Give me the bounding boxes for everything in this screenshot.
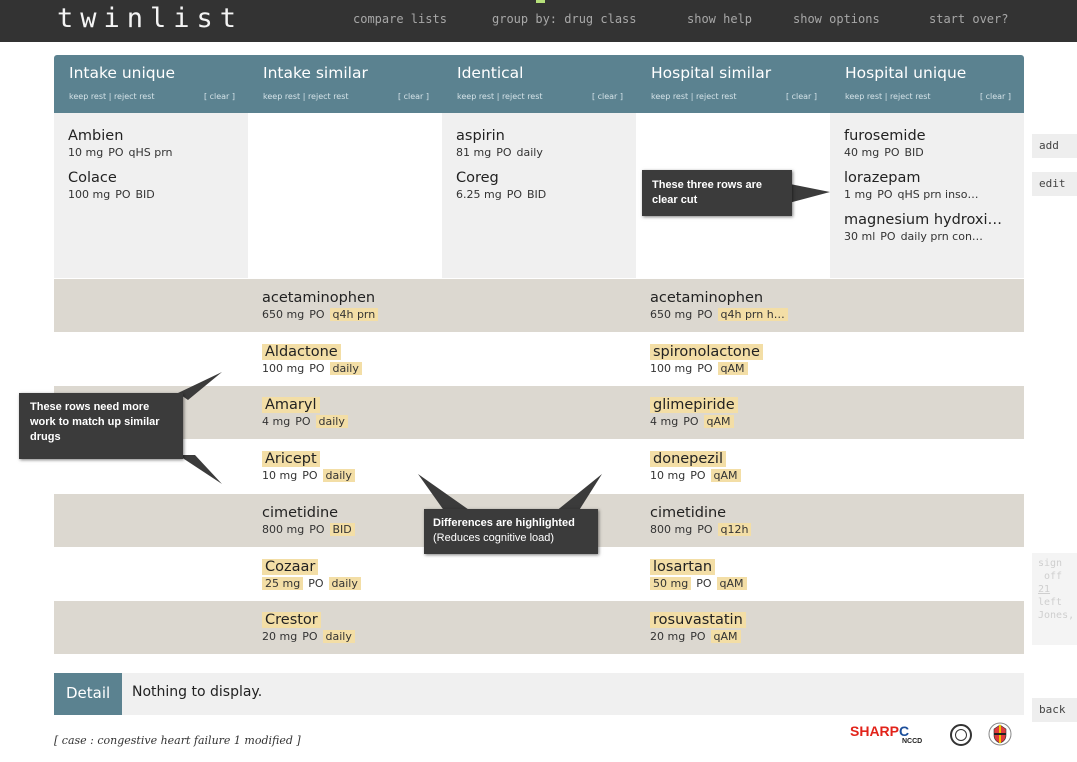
med-name: glimepiride xyxy=(650,397,738,413)
sharpc-logo-text xyxy=(850,723,909,739)
med-details xyxy=(844,146,1024,159)
diff-callout-sub: (Reduces cognitive load) xyxy=(433,532,555,544)
med-name: Aricept xyxy=(262,451,320,467)
med-details xyxy=(844,230,1024,243)
med-route: PO xyxy=(697,308,713,321)
med-route: PO xyxy=(697,361,713,375)
med-frequency: daily xyxy=(516,146,543,159)
med-details xyxy=(456,188,636,201)
med-name: acetaminophen xyxy=(650,290,764,306)
med-details xyxy=(650,415,830,428)
med-dose: 650 mg xyxy=(262,308,305,321)
med-name: furosemide xyxy=(844,128,926,144)
med-details xyxy=(262,362,442,375)
need-work-callout: These rows need more work to match up similar drugs xyxy=(19,393,183,459)
column-header xyxy=(54,55,1024,113)
med-item[interactable] xyxy=(830,209,1024,243)
action-separator: | xyxy=(688,92,696,101)
med-frequency: daily xyxy=(323,469,355,482)
clear-link[interactable]: [ clear ] xyxy=(591,92,623,101)
column-title: Intake unique xyxy=(69,64,176,82)
med-frequency: BID xyxy=(904,146,924,159)
med-item[interactable] xyxy=(54,167,248,201)
med-name: cimetidine xyxy=(262,504,339,521)
med-dose: 25 mg xyxy=(262,577,303,590)
med-route: PO xyxy=(302,630,318,644)
med-route: PO xyxy=(108,146,124,159)
med-dose: 4 mg xyxy=(262,415,291,429)
med-dose: 6.25 mg xyxy=(456,188,502,201)
nav-show-help[interactable]: show help xyxy=(687,12,753,26)
med-name: Ambien xyxy=(68,128,124,144)
med-frequency: qAM xyxy=(711,469,741,482)
active-nav-indicator xyxy=(536,0,545,3)
column-actions xyxy=(651,92,737,101)
reject-rest-link[interactable]: reject rest xyxy=(113,92,155,101)
keep-rest-link[interactable]: keep rest xyxy=(457,92,495,101)
med-details xyxy=(68,146,248,159)
med-details xyxy=(68,188,248,201)
med-dose: 4 mg xyxy=(650,415,679,429)
column-title: Intake similar xyxy=(263,64,368,82)
sharpc-logo xyxy=(850,721,936,749)
med-frequency: daily xyxy=(316,415,348,428)
nav-compare-lists[interactable]: compare lists xyxy=(353,12,447,26)
signoff-line: left xyxy=(1038,597,1063,608)
hospital-similar-cell xyxy=(636,279,830,321)
med-item[interactable] xyxy=(636,556,830,590)
keep-rest-link[interactable]: keep rest xyxy=(263,92,301,101)
action-separator: | xyxy=(494,92,502,101)
reject-rest-link[interactable]: reject rest xyxy=(695,92,737,101)
med-item[interactable] xyxy=(248,394,442,428)
med-dose: 50 mg xyxy=(650,577,691,590)
med-route: PO xyxy=(690,630,706,644)
med-item[interactable] xyxy=(830,167,1024,201)
action-separator: | xyxy=(106,92,114,101)
column-actions xyxy=(845,92,931,101)
sharpc-logo-word: SHARPC xyxy=(850,723,910,739)
med-item[interactable] xyxy=(442,167,636,201)
med-name: Coreg xyxy=(456,170,499,186)
med-item[interactable] xyxy=(248,448,442,482)
med-details xyxy=(262,577,442,590)
med-details xyxy=(262,523,442,536)
clear-link[interactable]: [ clear ] xyxy=(979,92,1011,101)
diff-callout xyxy=(424,509,598,554)
med-frequency: qAM xyxy=(717,577,747,590)
keep-rest-link[interactable]: keep rest xyxy=(69,92,107,101)
umd-logo xyxy=(988,722,1012,746)
signoff-line: off xyxy=(1038,571,1063,582)
action-separator: | xyxy=(882,92,890,101)
med-item[interactable] xyxy=(636,287,830,321)
med-dose: 10 mg xyxy=(68,146,104,159)
med-dose: 800 mg xyxy=(650,522,693,536)
nav-start-over[interactable]: start over? xyxy=(929,12,1009,26)
med-details xyxy=(456,146,636,159)
identical-cell xyxy=(442,113,636,278)
med-frequency: qAM xyxy=(718,362,748,375)
med-route: PO xyxy=(302,469,318,483)
med-details xyxy=(650,469,830,482)
top-bar xyxy=(0,0,1077,42)
reject-rest-link[interactable]: reject rest xyxy=(889,92,931,101)
intake-similar-cell xyxy=(248,386,442,428)
med-frequency: qHS prn xyxy=(128,146,173,159)
keep-rest-link[interactable]: keep rest xyxy=(845,92,883,101)
column-header-1 xyxy=(248,55,442,113)
med-details xyxy=(262,469,442,482)
med-dose: 100 mg xyxy=(68,188,111,201)
med-name: lorazepam xyxy=(844,170,921,186)
detail-label: Detail xyxy=(54,673,122,715)
med-name: Cozaar xyxy=(262,559,318,575)
intake-similar-cell xyxy=(248,279,442,321)
med-details xyxy=(262,630,442,643)
similar-row xyxy=(54,440,1024,493)
med-route: PO xyxy=(308,576,324,590)
column-header-3 xyxy=(636,55,830,113)
signoff-line: Jones, xyxy=(1038,610,1075,621)
med-route: PO xyxy=(496,146,512,159)
med-dose: 20 mg xyxy=(650,630,686,644)
intake-similar-cell xyxy=(248,494,442,536)
reject-rest-link[interactable]: reject rest xyxy=(501,92,543,101)
med-route: PO xyxy=(309,361,325,375)
column-header-4 xyxy=(830,55,1024,113)
med-route: PO xyxy=(697,522,713,536)
nav-group-by[interactable]: group by: drug class xyxy=(492,12,637,26)
med-frequency: q4h prn xyxy=(330,308,379,321)
med-name: rosuvastatin xyxy=(650,612,746,628)
med-item[interactable] xyxy=(636,394,830,428)
med-route: PO xyxy=(309,308,325,321)
clear-cut-callout: These three rows are clear cut xyxy=(642,170,792,216)
med-name: losartan xyxy=(650,559,715,575)
top-group xyxy=(54,113,1024,278)
med-frequency: q4h prn h… xyxy=(718,308,788,321)
med-name: cimetidine xyxy=(650,504,727,521)
hcil-logo xyxy=(950,724,972,746)
detail-text: Nothing to display. xyxy=(132,684,263,700)
med-frequency: qAM xyxy=(704,415,734,428)
med-details xyxy=(262,308,442,321)
med-route: PO xyxy=(309,522,325,536)
column-actions xyxy=(69,92,155,101)
med-details xyxy=(650,362,830,375)
column-title: Hospital similar xyxy=(651,64,772,82)
med-details xyxy=(844,188,1024,201)
clear-link[interactable]: [ clear ] xyxy=(785,92,817,101)
med-item[interactable] xyxy=(636,341,830,375)
med-name: magnesium hydroxi… xyxy=(844,212,1002,228)
similar-row xyxy=(54,386,1024,439)
app-logo: twinlist xyxy=(57,3,244,34)
med-route: PO xyxy=(880,230,896,243)
column-actions xyxy=(457,92,543,101)
med-item[interactable] xyxy=(248,341,442,375)
med-frequency: daily xyxy=(330,362,362,375)
edit-button[interactable]: edit xyxy=(1032,172,1077,196)
med-name: acetaminophen xyxy=(262,290,376,306)
med-frequency: qHS prn inso… xyxy=(897,188,979,201)
sharpc-logo-sub: NCCD xyxy=(902,738,923,745)
med-dose: 40 mg xyxy=(844,146,880,159)
med-name: aspirin xyxy=(456,128,505,144)
signoff-line: sign xyxy=(1038,558,1063,569)
clear-link[interactable]: [ clear ] xyxy=(203,92,235,101)
med-item[interactable] xyxy=(248,502,442,536)
intake-similar-cell xyxy=(248,601,442,643)
intake-similar-cell xyxy=(248,440,442,482)
med-details xyxy=(650,308,830,321)
med-item[interactable] xyxy=(248,287,442,321)
detail-panel xyxy=(54,673,1024,715)
intake-similar-cell xyxy=(248,113,442,278)
med-dose: 10 mg xyxy=(650,469,686,483)
nav-show-options[interactable]: show options xyxy=(793,12,880,26)
med-item[interactable] xyxy=(442,125,636,159)
med-dose: 1 mg xyxy=(844,188,873,201)
column-title: Hospital unique xyxy=(845,64,967,82)
med-dose: 10 mg xyxy=(262,469,298,483)
similar-row xyxy=(54,548,1024,601)
med-frequency: daily prn con… xyxy=(900,230,983,243)
med-frequency: daily xyxy=(329,577,361,590)
hospital-similar-cell xyxy=(636,601,830,643)
reject-rest-link[interactable]: reject rest xyxy=(307,92,349,101)
similar-row xyxy=(54,333,1024,386)
hospital-similar-cell xyxy=(636,440,830,482)
med-name: Crestor xyxy=(262,612,321,628)
hospital-unique-cell xyxy=(830,113,1024,278)
signoff-line: 21 xyxy=(1038,584,1051,595)
signoff-panel[interactable] xyxy=(1032,553,1077,645)
column-actions xyxy=(263,92,349,101)
hospital-similar-cell xyxy=(636,494,830,536)
med-route: PO xyxy=(295,415,311,429)
keep-rest-link[interactable]: keep rest xyxy=(651,92,689,101)
med-dose: 650 mg xyxy=(650,308,693,321)
med-dose: 20 mg xyxy=(262,630,298,644)
med-route: PO xyxy=(683,415,699,429)
intake-unique-cell xyxy=(54,113,248,278)
med-dose: 30 ml xyxy=(844,230,876,243)
med-route: PO xyxy=(884,146,900,159)
hospital-similar-cell xyxy=(636,386,830,428)
med-frequency: BID xyxy=(135,188,155,201)
med-details xyxy=(650,523,830,536)
diff-callout-title: Differences are highlighted xyxy=(433,517,575,529)
med-item[interactable] xyxy=(248,556,442,590)
med-route: PO xyxy=(115,188,131,201)
med-frequency: qAM xyxy=(711,630,741,643)
med-route: PO xyxy=(506,188,522,201)
med-details xyxy=(650,630,830,643)
med-details xyxy=(262,415,442,428)
case-info: [ case : congestive heart failure 1 modified ] xyxy=(54,734,301,747)
hospital-similar-cell xyxy=(636,548,830,590)
clear-link[interactable]: [ clear ] xyxy=(397,92,429,101)
med-dose: 100 mg xyxy=(262,361,305,375)
intake-similar-cell xyxy=(248,548,442,590)
action-separator: | xyxy=(300,92,308,101)
med-route: PO xyxy=(877,188,893,201)
column-title: Identical xyxy=(457,64,524,82)
med-dose: 100 mg xyxy=(650,361,693,375)
column-header-2 xyxy=(442,55,636,113)
med-dose: 800 mg xyxy=(262,522,305,536)
med-name: Colace xyxy=(68,170,117,186)
med-frequency: q12h xyxy=(718,523,752,536)
similar-row xyxy=(54,601,1024,654)
med-name: spironolactone xyxy=(650,344,763,360)
med-name: Aldactone xyxy=(262,344,341,360)
med-item[interactable] xyxy=(248,609,442,643)
column-header-0 xyxy=(54,55,248,113)
med-frequency: BID xyxy=(526,188,547,201)
med-item[interactable] xyxy=(636,609,830,643)
similar-row xyxy=(54,279,1024,332)
med-item[interactable] xyxy=(830,125,1024,159)
med-name: donepezil xyxy=(650,451,726,467)
med-details xyxy=(650,577,830,590)
med-frequency: daily xyxy=(323,630,355,643)
med-name: Amaryl xyxy=(262,397,320,413)
med-item[interactable] xyxy=(54,125,248,159)
add-button[interactable]: add xyxy=(1032,134,1077,158)
back-button[interactable]: back xyxy=(1032,698,1077,722)
med-item[interactable] xyxy=(636,448,830,482)
med-item[interactable] xyxy=(636,502,830,536)
med-route: PO xyxy=(690,469,706,483)
hospital-similar-cell xyxy=(636,333,830,375)
intake-similar-cell xyxy=(248,333,442,375)
med-dose: 81 mg xyxy=(456,146,492,159)
med-route: PO xyxy=(696,576,712,590)
med-frequency: BID xyxy=(330,523,355,536)
